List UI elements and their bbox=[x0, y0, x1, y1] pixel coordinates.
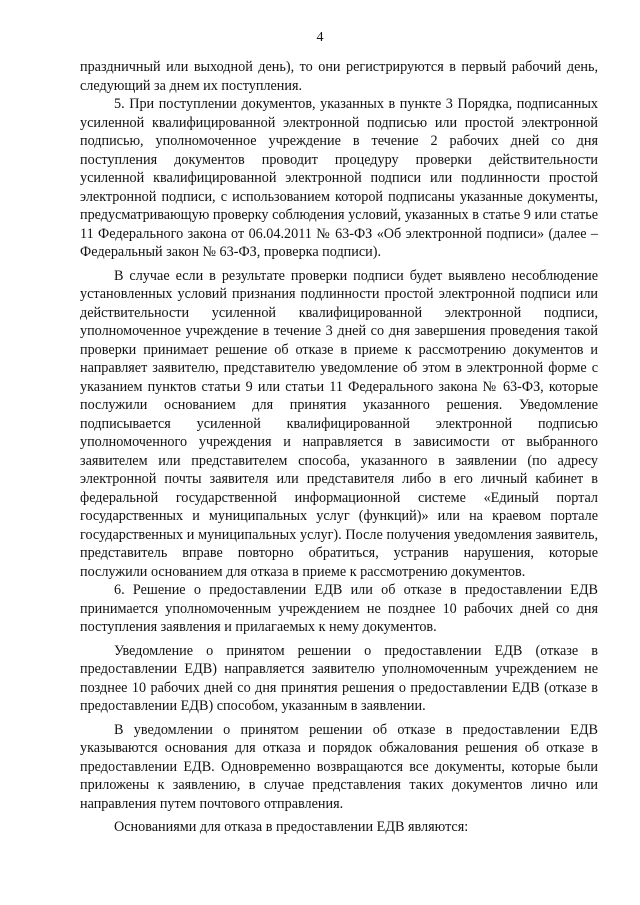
paragraph-decision-notification: Уведомление о принятом решении о предоставлении ЕДВ (отказе в предоставлении ЕДВ) направляется заявителю уполномоченным учреждением не позднее 10 рабочих дней со дня принятия решения о предоставлении ЕДВ (отказе в предоставлении ЕДВ) способом, указанным в заявлении. bbox=[80, 642, 598, 714]
page-number: 4 bbox=[316, 30, 324, 45]
paragraph-continuation: праздничный или выходной день), то они регистрируются в первый рабочий день, следующий за днем их поступления. bbox=[80, 59, 598, 94]
paragraph-refusal-notification: В уведомлении о принятом решении об отказе в предоставлении ЕДВ указываются основания для отказа и порядок обжалования решения об отказе в предоставлении ЕДВ. Одновременно возвращаются все документы, которые были приложены к заявлению, в случае представления таких документов лично или направления путем почтового отправления. bbox=[80, 721, 598, 812]
paragraph-item-6: 6. Решение о предоставлении ЕДВ или об отказе в предоставлении ЕДВ принимается уполномоченным учреждением не позднее 10 рабочих дней со дня поступления заявления и прилагаемых к нему документов. bbox=[80, 582, 598, 635]
document-body bbox=[80, 58, 598, 837]
paragraph-item-5: 5. При поступлении документов, указанных в пункте 3 Порядка, подписанных усиленной квалифицированной электронной подписью или простой электронной подписью, уполномоченное учреждение в течение 2 рабочих дней со дня поступления документов проводит процедуру проверки действительности усиленной квалифицированной электронной подписи или подлинности простой электронной подписи, с использованием которой подписаны указанные документы, предусматривающую проверку соблюдения условий, указанных в статье 9 или статье 11 Федерального закона от 06.04.2011 № 63-ФЗ «Об электронной подписи» (далее – Федеральный закон № 63-ФЗ, проверка подписи). bbox=[80, 96, 598, 260]
paragraph-signature-check-failure: В случае если в результате проверки подписи будет выявлено несоблюдение установленных условий признания подлинности простой электронной подписи или действительности усиленной квалифицированной электронной подписи, уполномоченное учреждение в течение 3 дней со дня завершения проведения такой проверки принимает решение об отказе в приеме к рассмотрению документов и направляет заявителю, представителю уведомление об этом в электронной форме с указанием пунктов статьи 9 или статьи 11 Федерального закона № 63-ФЗ, которые послужили основанием для принятия указанного решения. Уведомление подписывается усиленной квалифицированной электронной подписью уполномоченного учреждения и направляется в зависимости от выбранного заявителем или представителем способа, указанного в заявлении (по адресу электронной почты заявителя или представителя либо в его личный кабинет в федеральной государственной информационной системе «Единый портал государственных и муниципальных услуг (функций)» или на краевом портале государственных и муниципальных услуг). После получения уведомления заявитель, представитель вправе повторно обратиться, устранив нарушения, которые послужили основанием для отказа в приеме к рассмотрению документов. bbox=[80, 267, 598, 580]
paragraph-refusal-grounds: Основаниями для отказа в предоставлении ЕДВ являются: bbox=[114, 819, 469, 835]
